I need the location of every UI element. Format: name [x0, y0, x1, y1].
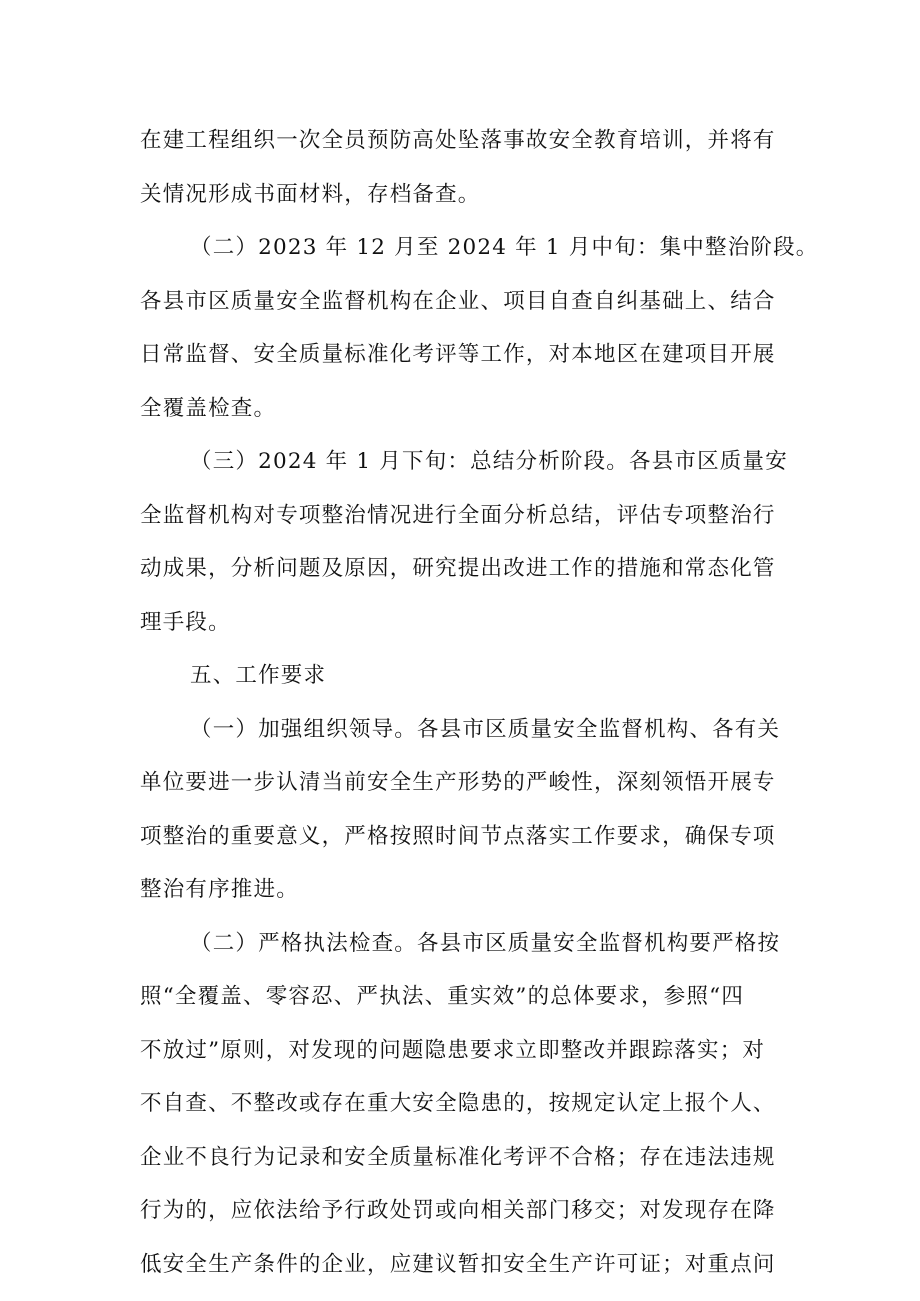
text-line: 动成果，分析问题及原因，研究提出改进工作的措施和常态化管 — [140, 556, 776, 581]
text-line: 在建工程组织一次全员预防高处坠落事故安全教育培训，并将有 — [140, 128, 776, 153]
text-line: 低安全生产条件的企业，应建议暂扣安全生产许可证；对重点问 — [140, 1251, 776, 1277]
text-line: 理手段。 — [140, 609, 231, 635]
paragraph-start-line: （二）2023 年 12 月至 2024 年 1 月中旬：集中整治阶段。 — [190, 235, 819, 260]
text-line: 各县市区质量安全监督机构在企业、项目自查自纠基础上、结合 — [140, 288, 776, 314]
text-line: 项整治的重要意义，严格按照时间节点落实工作要求，确保专项 — [140, 823, 776, 849]
text-line: 全覆盖检查。 — [140, 395, 277, 421]
document-body — [140, 114, 819, 1291]
paragraph-start-line: （三）2024 年 1 月下旬：总结分析阶段。各县市区质量安 — [190, 449, 788, 474]
text-line: 不放过”原则，对发现的问题隐患要求立即整改并跟踪落实；对 — [140, 1037, 766, 1063]
text-line: 全监督机构对专项整治情况进行全面分析总结，评估专项整治行 — [140, 502, 776, 528]
paragraph-start-line: （二）严格执法检查。各县市区质量安全监督机构要严格按 — [190, 930, 781, 956]
text-line: 照“全覆盖、零容忍、严执法、重实效”的总体要求，参照“四 — [140, 984, 745, 1009]
text-line: 不自查、不整改或存在重大安全隐患的，按规定认定上报个人、 — [140, 1091, 776, 1116]
text-line: 行为的，应依法给予行政处罚或向相关部门移交；对发现存在降 — [140, 1198, 776, 1223]
section-heading: 五、工作要求 — [190, 663, 327, 688]
paragraph-start-line: （一）加强组织领导。各县市区质量安全监督机构、各有关 — [190, 716, 781, 742]
text-line: 企业不良行为记录和安全质量标准化考评不合格；存在违法违规 — [140, 1144, 776, 1170]
text-line: 日常监督、安全质量标准化考评等工作，对本地区在建项目开展 — [140, 342, 776, 367]
text-line: 单位要进一步认清当前安全生产形势的严峻性，深刻领悟开展专 — [140, 770, 776, 795]
text-line: 关情况形成书面材料，存档备查。 — [140, 181, 481, 207]
text-line: 整治有序推进。 — [140, 877, 299, 902]
